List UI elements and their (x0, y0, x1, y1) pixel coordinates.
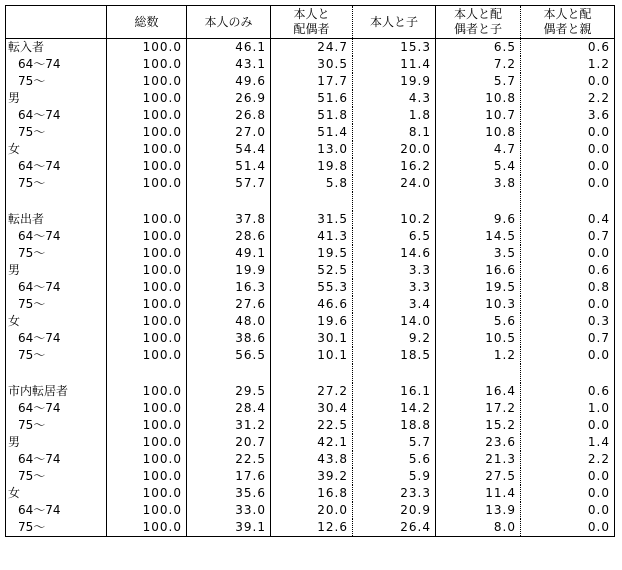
value-cell: 100.0 (107, 158, 187, 175)
value-cell: 19.9 (353, 73, 436, 90)
value-cell: 0.6 (521, 39, 615, 57)
value-cell: 100.0 (107, 502, 187, 519)
value-cell: 35.6 (187, 485, 271, 502)
table-row (6, 434, 615, 451)
value-cell: 3.3 (353, 279, 436, 296)
row-label: 64～74 (6, 228, 107, 245)
value-cell: 0.0 (521, 141, 615, 158)
value-cell: 43.8 (271, 451, 353, 468)
value-cell: 33.0 (187, 502, 271, 519)
value-cell: 49.6 (187, 73, 271, 90)
value-cell: 56.5 (187, 347, 271, 364)
value-cell: 22.5 (187, 451, 271, 468)
value-cell: 20.0 (353, 141, 436, 158)
table-row (6, 124, 615, 141)
value-cell: 10.1 (271, 347, 353, 364)
value-cell: 1.8 (353, 107, 436, 124)
row-label: 64～74 (6, 56, 107, 73)
value-cell: 100.0 (107, 400, 187, 417)
value-cell: 16.1 (353, 383, 436, 400)
row-label: 64～74 (6, 330, 107, 347)
value-cell: 27.2 (271, 383, 353, 400)
row-label: 64～74 (6, 502, 107, 519)
spacer-cell (187, 192, 271, 211)
table-body (6, 39, 615, 537)
value-cell: 31.2 (187, 417, 271, 434)
value-cell: 100.0 (107, 485, 187, 502)
table-row (6, 313, 615, 330)
table-row (6, 468, 615, 485)
spacer-row (6, 192, 615, 211)
value-cell: 5.6 (436, 313, 521, 330)
spacer-row (6, 364, 615, 383)
table-row (6, 107, 615, 124)
value-cell: 17.6 (187, 468, 271, 485)
table-row (6, 279, 615, 296)
table-row (6, 228, 615, 245)
spacer-cell (521, 364, 615, 383)
value-cell: 2.2 (521, 90, 615, 107)
value-cell: 100.0 (107, 228, 187, 245)
value-cell: 100.0 (107, 519, 187, 537)
value-cell: 42.1 (271, 434, 353, 451)
table-row (6, 39, 615, 57)
value-cell: 100.0 (107, 141, 187, 158)
value-cell: 18.8 (353, 417, 436, 434)
row-label: 64～74 (6, 279, 107, 296)
table-row (6, 383, 615, 400)
household-composition-table (5, 5, 615, 537)
value-cell: 14.2 (353, 400, 436, 417)
value-cell: 26.4 (353, 519, 436, 537)
value-cell: 5.9 (353, 468, 436, 485)
value-cell: 0.0 (521, 417, 615, 434)
value-cell: 100.0 (107, 313, 187, 330)
value-cell: 19.8 (271, 158, 353, 175)
value-cell: 8.1 (353, 124, 436, 141)
value-cell: 23.6 (436, 434, 521, 451)
value-cell: 51.4 (187, 158, 271, 175)
value-cell: 10.3 (436, 296, 521, 313)
value-cell: 21.3 (436, 451, 521, 468)
value-cell: 11.4 (353, 56, 436, 73)
header-cell-self-only: 本人のみ (187, 6, 271, 39)
value-cell: 0.7 (521, 330, 615, 347)
value-cell: 29.5 (187, 383, 271, 400)
value-cell: 0.0 (521, 245, 615, 262)
spacer-cell (521, 192, 615, 211)
table-row (6, 245, 615, 262)
value-cell: 37.8 (187, 211, 271, 228)
spacer-cell (271, 364, 353, 383)
value-cell: 100.0 (107, 56, 187, 73)
spacer-cell (353, 364, 436, 383)
value-cell: 30.5 (271, 56, 353, 73)
value-cell: 6.5 (353, 228, 436, 245)
value-cell: 20.0 (271, 502, 353, 519)
value-cell: 0.0 (521, 519, 615, 537)
value-cell: 0.3 (521, 313, 615, 330)
value-cell: 19.6 (271, 313, 353, 330)
value-cell: 49.1 (187, 245, 271, 262)
value-cell: 100.0 (107, 451, 187, 468)
header-cell-self-spouse: 本人と 配偶者 (271, 6, 353, 39)
row-label: 64～74 (6, 107, 107, 124)
value-cell: 5.7 (353, 434, 436, 451)
row-label: 男 (6, 90, 107, 107)
row-label: 転入者 (6, 39, 107, 57)
row-label: 女 (6, 141, 107, 158)
header-cell-self-child: 本人と子 (353, 6, 436, 39)
table-row (6, 175, 615, 192)
value-cell: 12.6 (271, 519, 353, 537)
value-cell: 0.8 (521, 279, 615, 296)
value-cell: 100.0 (107, 107, 187, 124)
value-cell: 1.0 (521, 400, 615, 417)
value-cell: 3.4 (353, 296, 436, 313)
value-cell: 100.0 (107, 434, 187, 451)
value-cell: 27.0 (187, 124, 271, 141)
value-cell: 51.8 (271, 107, 353, 124)
value-cell: 46.6 (271, 296, 353, 313)
value-cell: 30.4 (271, 400, 353, 417)
spacer-cell (187, 364, 271, 383)
row-label: 75～ (6, 296, 107, 313)
value-cell: 15.2 (436, 417, 521, 434)
value-cell: 0.0 (521, 124, 615, 141)
value-cell: 3.6 (521, 107, 615, 124)
row-label: 転出者 (6, 211, 107, 228)
value-cell: 10.5 (436, 330, 521, 347)
value-cell: 10.8 (436, 90, 521, 107)
value-cell: 0.0 (521, 468, 615, 485)
value-cell: 7.2 (436, 56, 521, 73)
value-cell: 10.2 (353, 211, 436, 228)
value-cell: 10.8 (436, 124, 521, 141)
table-row (6, 141, 615, 158)
value-cell: 41.3 (271, 228, 353, 245)
table-row (6, 347, 615, 364)
value-cell: 11.4 (436, 485, 521, 502)
value-cell: 27.6 (187, 296, 271, 313)
value-cell: 13.9 (436, 502, 521, 519)
row-label: 75～ (6, 519, 107, 537)
value-cell: 55.3 (271, 279, 353, 296)
value-cell: 48.0 (187, 313, 271, 330)
value-cell: 2.2 (521, 451, 615, 468)
value-cell: 100.0 (107, 417, 187, 434)
value-cell: 100.0 (107, 347, 187, 364)
row-label: 75～ (6, 468, 107, 485)
value-cell: 10.7 (436, 107, 521, 124)
value-cell: 5.6 (353, 451, 436, 468)
table-row (6, 519, 615, 537)
value-cell: 18.5 (353, 347, 436, 364)
value-cell: 100.0 (107, 39, 187, 57)
value-cell: 100.0 (107, 245, 187, 262)
value-cell: 17.2 (436, 400, 521, 417)
value-cell: 0.0 (521, 485, 615, 502)
row-label: 男 (6, 434, 107, 451)
value-cell: 0.0 (521, 502, 615, 519)
value-cell: 15.3 (353, 39, 436, 57)
value-cell: 3.5 (436, 245, 521, 262)
value-cell: 39.2 (271, 468, 353, 485)
value-cell: 100.0 (107, 73, 187, 90)
value-cell: 52.5 (271, 262, 353, 279)
value-cell: 6.5 (436, 39, 521, 57)
value-cell: 100.0 (107, 175, 187, 192)
spacer-cell (271, 192, 353, 211)
value-cell: 24.0 (353, 175, 436, 192)
value-cell: 46.1 (187, 39, 271, 57)
value-cell: 20.7 (187, 434, 271, 451)
value-cell: 100.0 (107, 262, 187, 279)
row-label: 75～ (6, 417, 107, 434)
value-cell: 19.9 (187, 262, 271, 279)
table-row (6, 90, 615, 107)
value-cell: 20.9 (353, 502, 436, 519)
row-label: 64～74 (6, 451, 107, 468)
value-cell: 51.4 (271, 124, 353, 141)
value-cell: 24.7 (271, 39, 353, 57)
value-cell: 14.0 (353, 313, 436, 330)
header-cell-total: 総数 (107, 6, 187, 39)
value-cell: 31.5 (271, 211, 353, 228)
spacer-cell (436, 192, 521, 211)
value-cell: 54.4 (187, 141, 271, 158)
value-cell: 43.1 (187, 56, 271, 73)
value-cell: 5.8 (271, 175, 353, 192)
spacer-cell (107, 192, 187, 211)
row-label: 75～ (6, 347, 107, 364)
value-cell: 4.7 (436, 141, 521, 158)
value-cell: 22.5 (271, 417, 353, 434)
spacer-cell (107, 364, 187, 383)
value-cell: 14.6 (353, 245, 436, 262)
value-cell: 100.0 (107, 468, 187, 485)
row-label: 女 (6, 313, 107, 330)
table-row (6, 485, 615, 502)
table-row (6, 451, 615, 468)
value-cell: 1.2 (521, 56, 615, 73)
row-label: 64～74 (6, 158, 107, 175)
row-label: 男 (6, 262, 107, 279)
value-cell: 26.9 (187, 90, 271, 107)
value-cell: 27.5 (436, 468, 521, 485)
value-cell: 1.2 (436, 347, 521, 364)
value-cell: 23.3 (353, 485, 436, 502)
value-cell: 57.7 (187, 175, 271, 192)
value-cell: 100.0 (107, 296, 187, 313)
value-cell: 51.6 (271, 90, 353, 107)
table-row (6, 262, 615, 279)
table-row (6, 417, 615, 434)
value-cell: 0.0 (521, 73, 615, 90)
value-cell: 14.5 (436, 228, 521, 245)
value-cell: 5.7 (436, 73, 521, 90)
table-row (6, 400, 615, 417)
value-cell: 28.4 (187, 400, 271, 417)
value-cell: 3.8 (436, 175, 521, 192)
value-cell: 28.6 (187, 228, 271, 245)
header-row (6, 6, 615, 39)
value-cell: 100.0 (107, 90, 187, 107)
value-cell: 16.2 (353, 158, 436, 175)
value-cell: 0.6 (521, 383, 615, 400)
row-label: 女 (6, 485, 107, 502)
row-label: 75～ (6, 245, 107, 262)
table-row (6, 56, 615, 73)
header-cell-self-spouse-child: 本人と配 偶者と子 (436, 6, 521, 39)
value-cell: 1.4 (521, 434, 615, 451)
value-cell: 0.6 (521, 262, 615, 279)
table-row (6, 502, 615, 519)
value-cell: 38.6 (187, 330, 271, 347)
value-cell: 16.6 (436, 262, 521, 279)
value-cell: 16.3 (187, 279, 271, 296)
table-container (5, 5, 615, 537)
row-label: 75～ (6, 175, 107, 192)
value-cell: 39.1 (187, 519, 271, 537)
table-row (6, 296, 615, 313)
spacer-cell (353, 192, 436, 211)
value-cell: 13.0 (271, 141, 353, 158)
value-cell: 0.4 (521, 211, 615, 228)
value-cell: 100.0 (107, 211, 187, 228)
spacer-cell (436, 364, 521, 383)
value-cell: 9.2 (353, 330, 436, 347)
value-cell: 4.3 (353, 90, 436, 107)
header-cell-self-spouse-parent: 本人と配 偶者と親 (521, 6, 615, 39)
row-label: 75～ (6, 124, 107, 141)
value-cell: 0.0 (521, 347, 615, 364)
table-row (6, 73, 615, 90)
value-cell: 17.7 (271, 73, 353, 90)
value-cell: 26.8 (187, 107, 271, 124)
value-cell: 16.4 (436, 383, 521, 400)
value-cell: 100.0 (107, 279, 187, 296)
value-cell: 30.1 (271, 330, 353, 347)
header-cell-0 (6, 6, 107, 39)
value-cell: 5.4 (436, 158, 521, 175)
value-cell: 19.5 (436, 279, 521, 296)
row-label: 75～ (6, 73, 107, 90)
table-row (6, 158, 615, 175)
row-label: 64～74 (6, 400, 107, 417)
value-cell: 3.3 (353, 262, 436, 279)
value-cell: 100.0 (107, 330, 187, 347)
value-cell: 16.8 (271, 485, 353, 502)
value-cell: 0.0 (521, 175, 615, 192)
value-cell: 19.5 (271, 245, 353, 262)
value-cell: 100.0 (107, 124, 187, 141)
value-cell: 0.0 (521, 296, 615, 313)
row-label: 市内転居者 (6, 383, 107, 400)
table-row (6, 330, 615, 347)
value-cell: 100.0 (107, 383, 187, 400)
spacer-cell (6, 364, 107, 383)
value-cell: 8.0 (436, 519, 521, 537)
spacer-cell (6, 192, 107, 211)
value-cell: 0.0 (521, 158, 615, 175)
table-row (6, 211, 615, 228)
value-cell: 0.7 (521, 228, 615, 245)
value-cell: 9.6 (436, 211, 521, 228)
